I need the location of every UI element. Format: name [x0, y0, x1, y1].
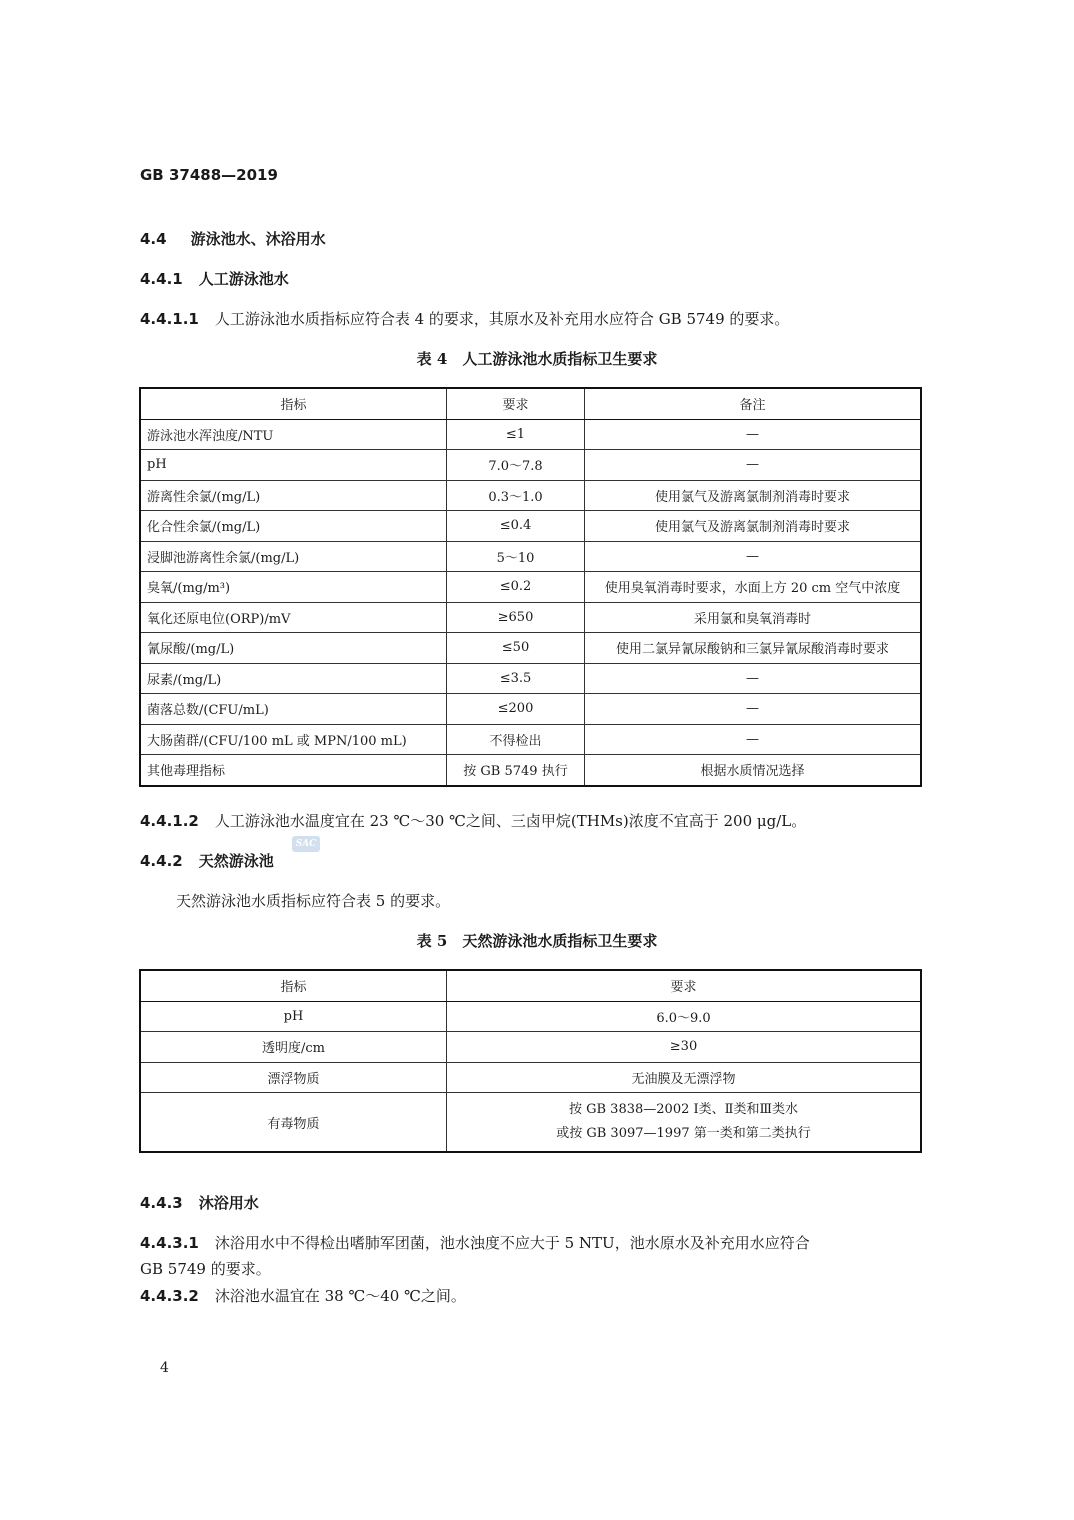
remark-cell: —	[585, 694, 922, 725]
requirement-cell: ≤200	[447, 694, 585, 725]
clause-text: 人工游泳池水质指标应符合表 4 的要求，其原水及补充用水应符合 GB 5749 的要求。	[214, 310, 790, 328]
requirement-cell: ≤1	[447, 419, 585, 450]
indicator-cell: 游泳池水浑浊度/NTU	[140, 419, 447, 450]
requirement-cell: ≥30	[447, 1032, 922, 1063]
clause-4-4-1-2	[140, 810, 806, 831]
indicator-cell: pH	[140, 1001, 447, 1032]
table-row	[140, 572, 921, 603]
column-header: 要求	[447, 970, 922, 1001]
indicator-cell: 浸脚池游离性余氯/(mg/L)	[140, 541, 447, 572]
section-4-4-2-text: 天然游泳池水质指标应符合表 5 的要求。	[176, 892, 451, 910]
indicator-cell: 化合性余氯/(mg/L)	[140, 511, 447, 542]
table-row	[140, 1032, 921, 1063]
requirement-cell: 6.0～9.0	[447, 1001, 922, 1032]
indicator-cell: 漂浮物质	[140, 1062, 447, 1093]
table-row	[140, 480, 921, 511]
requirement-cell: 无油膜及无漂浮物	[447, 1062, 922, 1093]
indicator-cell: 臭氧/(mg/m³)	[140, 572, 447, 603]
indicator-cell: pH	[140, 450, 447, 481]
requirement-cell: 不得检出	[447, 724, 585, 755]
requirement-line-1: 按 GB 3838—2002 Ⅰ类、Ⅱ类和Ⅲ类水	[568, 1102, 798, 1117]
clause-4-4-3-2	[140, 1285, 466, 1306]
clause-4-4-1-1	[140, 308, 789, 329]
requirement-cell: 0.3～1.0	[447, 480, 585, 511]
indicator-cell: 氰尿酸/(mg/L)	[140, 633, 447, 664]
section-title: 沐浴用水	[198, 1194, 259, 1212]
requirement-cell: ≥650	[447, 602, 585, 633]
section-title: 游泳池水、沐浴用水	[190, 230, 326, 248]
table-row	[140, 1093, 921, 1153]
indicator-cell: 菌落总数/(CFU/mL)	[140, 694, 447, 725]
clause-text: 人工游泳池水温度宜在 23 ℃～30 ℃之间、三卤甲烷(THMs)浓度不宜高于 200 μg/L。	[214, 812, 807, 830]
requirement-cell: ≤0.4	[447, 511, 585, 542]
table-4	[139, 387, 922, 787]
requirement-cell: ≤0.2	[447, 572, 585, 603]
indicator-cell: 有毒物质	[140, 1093, 447, 1153]
table-row	[140, 694, 921, 725]
table-5	[139, 969, 922, 1153]
section-4-4-3-heading	[140, 1192, 259, 1213]
column-header: 指标	[140, 388, 447, 419]
section-number: 4.4.1	[140, 270, 183, 288]
clause-number: 4.4.3.1	[140, 1234, 199, 1252]
table-5-caption: 表 5 天然游泳池水质指标卫生要求	[416, 932, 658, 950]
clause-4-4-3-1	[140, 1232, 810, 1253]
table-row	[140, 633, 921, 664]
clause-4-4-3-1-continued: GB 5749 的要求。	[140, 1260, 271, 1278]
section-number: 4.4.3	[140, 1194, 183, 1212]
indicator-cell: 其他毒理指标	[140, 755, 447, 786]
section-4-4-2-heading	[140, 850, 274, 871]
table-row	[140, 724, 921, 755]
clause-number: 4.4.1.2	[140, 812, 199, 830]
remark-cell: —	[585, 450, 922, 481]
column-header: 指标	[140, 970, 447, 1001]
remark-cell: 使用氯气及游离氯制剂消毒时要求	[585, 480, 922, 511]
section-4-4-heading	[140, 228, 326, 249]
remark-cell: 使用臭氧消毒时要求，水面上方 20 cm 空气中浓度	[585, 572, 922, 603]
indicator-cell: 氧化还原电位(ORP)/mV	[140, 602, 447, 633]
requirement-line-2: 或按 GB 3097—1997 第一类和第二类执行	[556, 1126, 811, 1141]
clause-number: 4.4.1.1	[140, 310, 199, 328]
page-number: 4	[160, 1360, 169, 1376]
indicator-cell: 透明度/cm	[140, 1032, 447, 1063]
section-4-4-1-heading	[140, 268, 289, 289]
sac-watermark: SAC	[292, 836, 320, 852]
requirement-cell: ≤3.5	[447, 663, 585, 694]
table-header-row	[140, 388, 921, 419]
requirement-cell: 7.0～7.8	[447, 450, 585, 481]
column-header: 备注	[585, 388, 922, 419]
remark-cell: 使用二氯异氰尿酸钠和三氯异氰尿酸消毒时要求	[585, 633, 922, 664]
remark-cell: —	[585, 541, 922, 572]
requirement-cell	[447, 1093, 922, 1153]
remark-cell: —	[585, 663, 922, 694]
remark-cell: —	[585, 419, 922, 450]
standard-number: GB 37488—2019	[140, 166, 278, 184]
requirement-cell: ≤50	[447, 633, 585, 664]
column-header: 要求	[447, 388, 585, 419]
table-row	[140, 663, 921, 694]
table-header-row	[140, 970, 921, 1001]
table-row	[140, 1001, 921, 1032]
indicator-cell: 游离性余氯/(mg/L)	[140, 480, 447, 511]
clause-text: 沐浴池水温宜在 38 ℃～40 ℃之间。	[214, 1287, 466, 1305]
section-title: 天然游泳池	[198, 852, 274, 870]
table-row	[140, 450, 921, 481]
clause-number: 4.4.3.2	[140, 1287, 199, 1305]
indicator-cell: 大肠菌群/(CFU/100 mL 或 MPN/100 mL)	[140, 724, 447, 755]
section-title: 人工游泳池水	[198, 270, 289, 288]
remark-cell: 使用氯气及游离氯制剂消毒时要求	[585, 511, 922, 542]
section-number: 4.4	[140, 230, 167, 248]
table-row	[140, 419, 921, 450]
indicator-cell: 尿素/(mg/L)	[140, 663, 447, 694]
requirement-cell: 按 GB 5749 执行	[447, 755, 585, 786]
section-number: 4.4.2	[140, 852, 183, 870]
table-row	[140, 1062, 921, 1093]
remark-cell: —	[585, 724, 922, 755]
remark-cell: 根据水质情况选择	[585, 755, 922, 786]
table-row	[140, 602, 921, 633]
clause-text-line-1: 沐浴用水中不得检出嗜肺军团菌，池水浊度不应大于 5 NTU，池水原水及补充用水应符合	[214, 1234, 810, 1252]
table-row	[140, 755, 921, 786]
table-row	[140, 541, 921, 572]
table-4-caption: 表 4 人工游泳池水质指标卫生要求	[416, 350, 658, 368]
remark-cell: 采用氯和臭氧消毒时	[585, 602, 922, 633]
table-row	[140, 511, 921, 542]
requirement-cell: 5～10	[447, 541, 585, 572]
